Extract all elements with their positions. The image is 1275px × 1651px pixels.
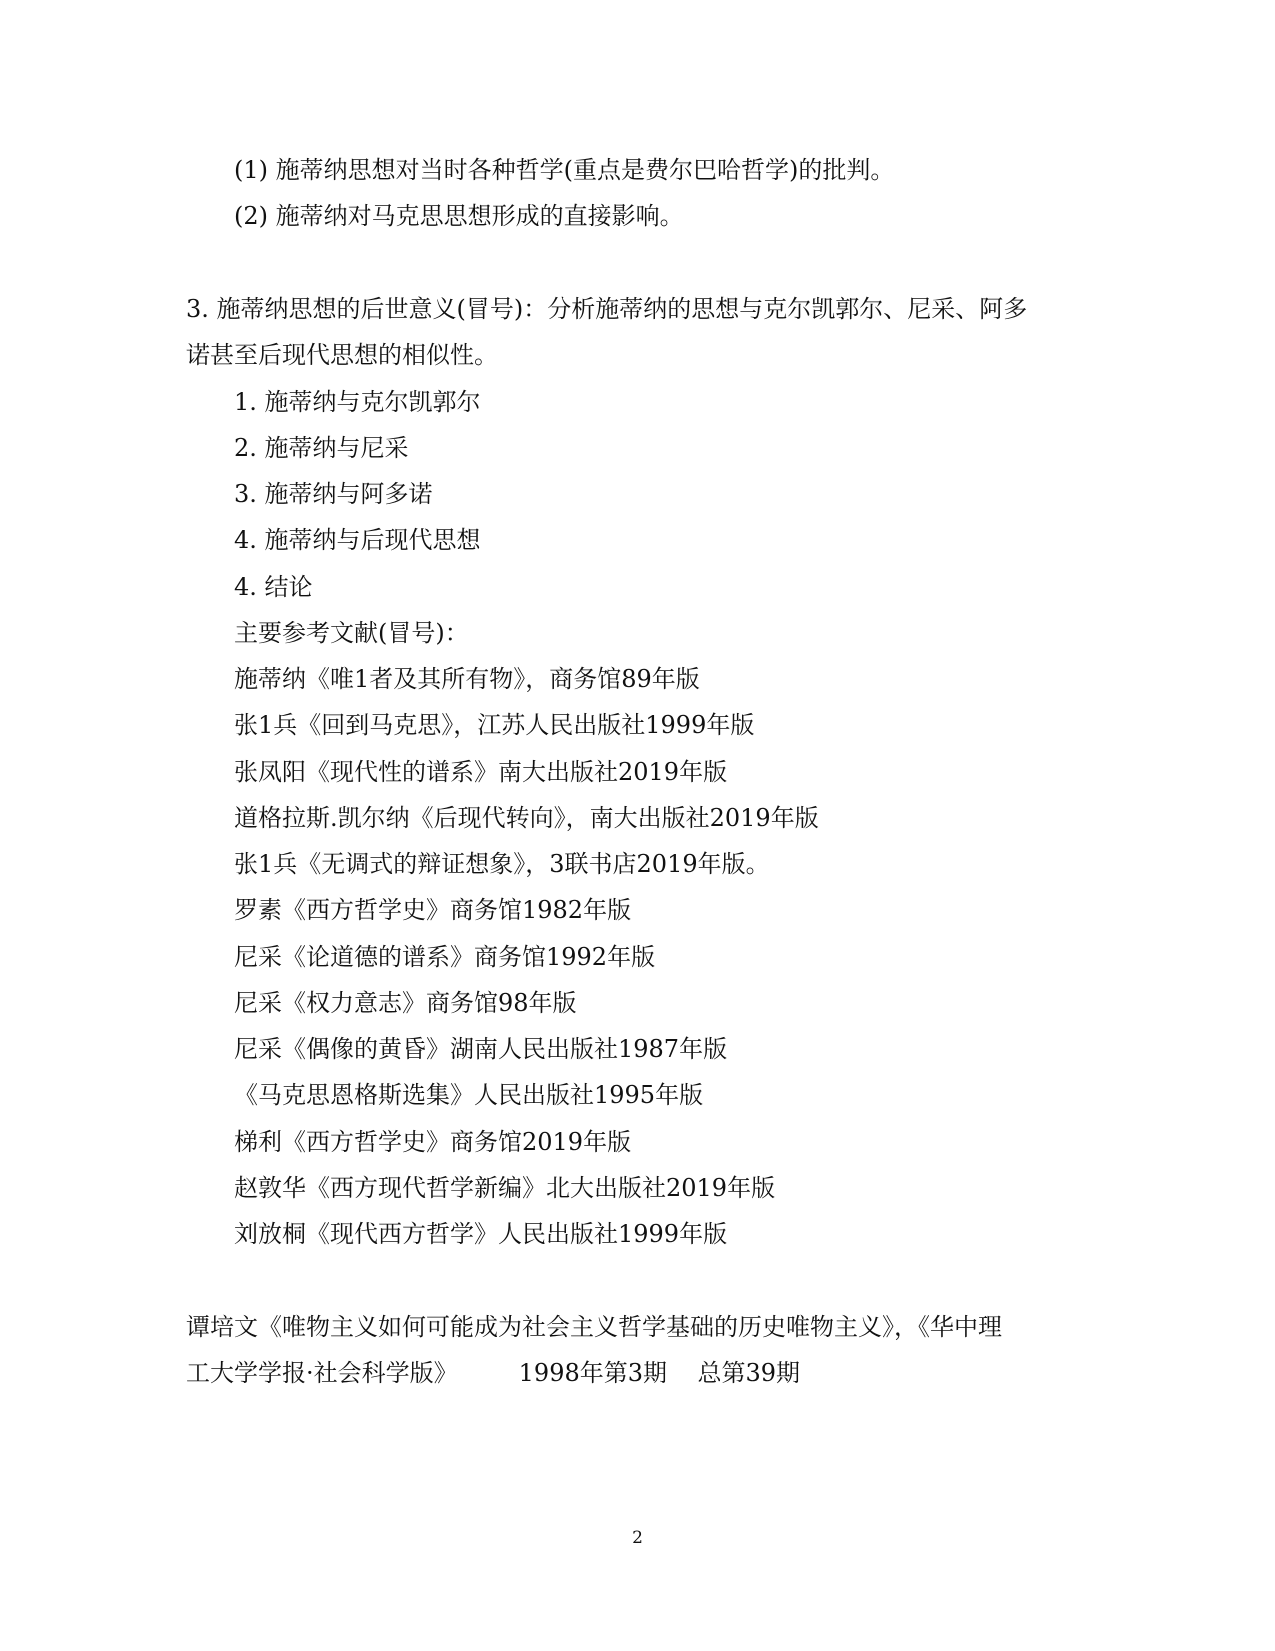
reference-item: 张凤阳《现代性的谱系》南大出版社2019年版 bbox=[234, 758, 728, 786]
reference-item: 张1兵《无调式的辩证想象》，3联书店2019年版。 bbox=[234, 850, 770, 878]
references-heading: 主要参考文献(冒号)： bbox=[234, 619, 469, 647]
sub-point-2: (2) 施蒂纳对马克思思想形成的直接影响。 bbox=[234, 202, 684, 230]
reference-item: 尼采《偶像的黄昏》湖南人民出版社1987年版 bbox=[234, 1035, 728, 1063]
conclusion-heading: 4. 结论 bbox=[234, 573, 313, 601]
section-3-heading-cont: 诺甚至后现代思想的相似性。 bbox=[186, 341, 498, 369]
reference-item: 尼采《论道德的谱系》商务馆1992年版 bbox=[234, 943, 656, 971]
reference-item: 道格拉斯.凯尔纳《后现代转向》，南大出版社2019年版 bbox=[234, 804, 819, 832]
reference-item: 尼采《权力意志》商务馆98年版 bbox=[234, 989, 577, 1017]
numbered-item-2: 2. 施蒂纳与尼采 bbox=[234, 434, 409, 462]
reference-item: 罗素《西方哲学史》商务馆1982年版 bbox=[234, 896, 632, 924]
page-number: 2 bbox=[632, 1528, 643, 1548]
numbered-item-1: 1. 施蒂纳与克尔凯郭尔 bbox=[234, 388, 481, 416]
section-3-heading: 3. 施蒂纳思想的后世意义(冒号)：分析施蒂纳的思想与克尔凯郭尔、尼采、阿多 bbox=[186, 295, 1028, 323]
numbered-item-3: 3. 施蒂纳与阿多诺 bbox=[234, 480, 433, 508]
final-reference-cont: 工大学学报·社会科学版》 1998年第3期 总第39期 bbox=[186, 1359, 801, 1387]
final-reference: 谭培文《唯物主义如何可能成为社会主义哲学基础的历史唯物主义》，《华中理 bbox=[186, 1313, 1002, 1341]
reference-item: 梯利《西方哲学史》商务馆2019年版 bbox=[234, 1128, 632, 1156]
reference-item: 施蒂纳《唯1者及其所有物》，商务馆89年版 bbox=[234, 665, 700, 693]
reference-item: 赵敦华《西方现代哲学新编》北大出版社2019年版 bbox=[234, 1174, 776, 1202]
sub-point-1: (1) 施蒂纳思想对当时各种哲学(重点是费尔巴哈哲学)的批判。 bbox=[234, 156, 895, 184]
reference-item: 刘放桐《现代西方哲学》人民出版社1999年版 bbox=[234, 1220, 728, 1248]
reference-item: 《马克思恩格斯选集》人民出版社1995年版 bbox=[234, 1081, 704, 1109]
numbered-item-4: 4. 施蒂纳与后现代思想 bbox=[234, 526, 481, 554]
reference-item: 张1兵《回到马克思》，江苏人民出版社1999年版 bbox=[234, 711, 755, 739]
